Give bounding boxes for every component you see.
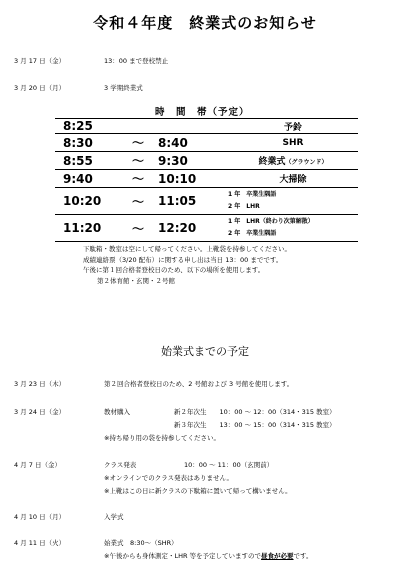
event-line: 2 年 LHR	[228, 203, 260, 210]
end-time: 8:40	[158, 134, 228, 152]
note-line: 午後に第１回合格者登校日のため、以下の場所を使用します。	[83, 266, 265, 274]
event-date: 3 月 23 日（木）	[14, 380, 66, 388]
note-line: 成績連絡票（3/20 配布）に関する申し出は当日 13：00 までです。	[83, 255, 283, 264]
schedule-table	[55, 118, 358, 242]
page-title: 令和４年度 終業式のお知らせ	[93, 14, 317, 32]
tilde: ～	[118, 188, 158, 215]
schedule-row	[55, 188, 358, 215]
event-line: 2 年 卒業生隅語	[228, 230, 277, 237]
notes-block	[83, 244, 291, 286]
schedule-row	[55, 152, 358, 170]
schedule-row	[55, 170, 358, 188]
tilde: ～	[118, 152, 158, 170]
event-line: 1 年 卒業生隅語	[228, 191, 277, 198]
start-time: 8:55	[55, 152, 118, 170]
start-time: 11:20	[55, 215, 118, 242]
event-name: 予鈴	[228, 119, 358, 134]
event-detail	[228, 215, 358, 242]
event-note: ※オンラインでのクラス発表はありません。	[104, 474, 233, 482]
event-date: 4 月 10 日（月）	[14, 513, 66, 521]
start-time: 10:20	[55, 188, 118, 215]
event-date: 4 月 7 日（金）	[14, 461, 61, 469]
schedule-heading: 時 間 帯（予定）	[155, 107, 250, 118]
event-text: 新２年次生 10：00 ～ 12：00（314・315 教室）	[174, 408, 336, 416]
schedule-row	[55, 215, 358, 242]
schedule-row	[55, 119, 358, 134]
tilde	[118, 119, 158, 134]
event-note: ※持ち帰り用の袋を持参してください。	[104, 434, 220, 442]
event-line: 1 年 LHR（終わり次第解散）	[228, 218, 314, 225]
event-date: 4 月 11 日（火）	[14, 539, 66, 547]
event-date: 3 月 17 日（金）	[14, 57, 66, 65]
end-time: 9:30	[158, 152, 228, 170]
section-heading: 始業式までの予定	[161, 345, 249, 358]
event-name: 大掃除	[228, 170, 358, 188]
end-time	[158, 119, 228, 134]
end-time: 12:20	[158, 215, 228, 242]
end-time: 10:10	[158, 170, 228, 188]
event-text: 新３年次生 13：00 ～ 15：00（314・315 教室）	[174, 421, 336, 429]
event-label: 入学式	[104, 513, 124, 521]
event-label: 始業式 8:30～（SHR）	[104, 539, 178, 547]
tilde: ～	[118, 170, 158, 188]
tilde: ～	[118, 134, 158, 152]
event-text: 3 学期終業式	[104, 84, 143, 92]
event-label: クラス発表	[104, 461, 137, 469]
schedule-row	[55, 134, 358, 152]
event-name: SHR	[228, 134, 358, 152]
event-text: 13：00 まで登校禁止	[104, 57, 169, 65]
event-date: 3 月 24 日（金）	[14, 408, 66, 416]
event-detail	[228, 188, 358, 215]
start-time: 8:25	[55, 119, 118, 134]
event-date: 3 月 20 日（月）	[14, 84, 66, 92]
event-sub: （グラウンド）	[285, 159, 328, 166]
event-name: 終業式（グラウンド）	[228, 152, 358, 170]
event-note: ※上靴はこの日に新クラスの下駄箱に置いて帰って構いません。	[104, 487, 292, 495]
end-time: 11:05	[158, 188, 228, 215]
event-text: 第２回合格者登校日のため、2 号館および 3 号館を使用します。	[104, 380, 294, 388]
event-label: 教材購入	[104, 408, 130, 416]
emphasis: 昼食が必要	[261, 552, 294, 560]
event-text: 10：00 ～ 11：00（玄関前）	[184, 461, 274, 469]
note-line: 下駄箱・教室は空にして帰ってください。上靴袋を持参してください。	[83, 245, 291, 253]
event-note: ※午後からも身体測定・LHR 等を予定していますので昼食が必要です。	[104, 552, 313, 560]
start-time: 8:30	[55, 134, 118, 152]
start-time: 9:40	[55, 170, 118, 188]
tilde: ～	[118, 215, 158, 242]
note-line: 第２体育館・玄関・２号館	[97, 276, 175, 285]
